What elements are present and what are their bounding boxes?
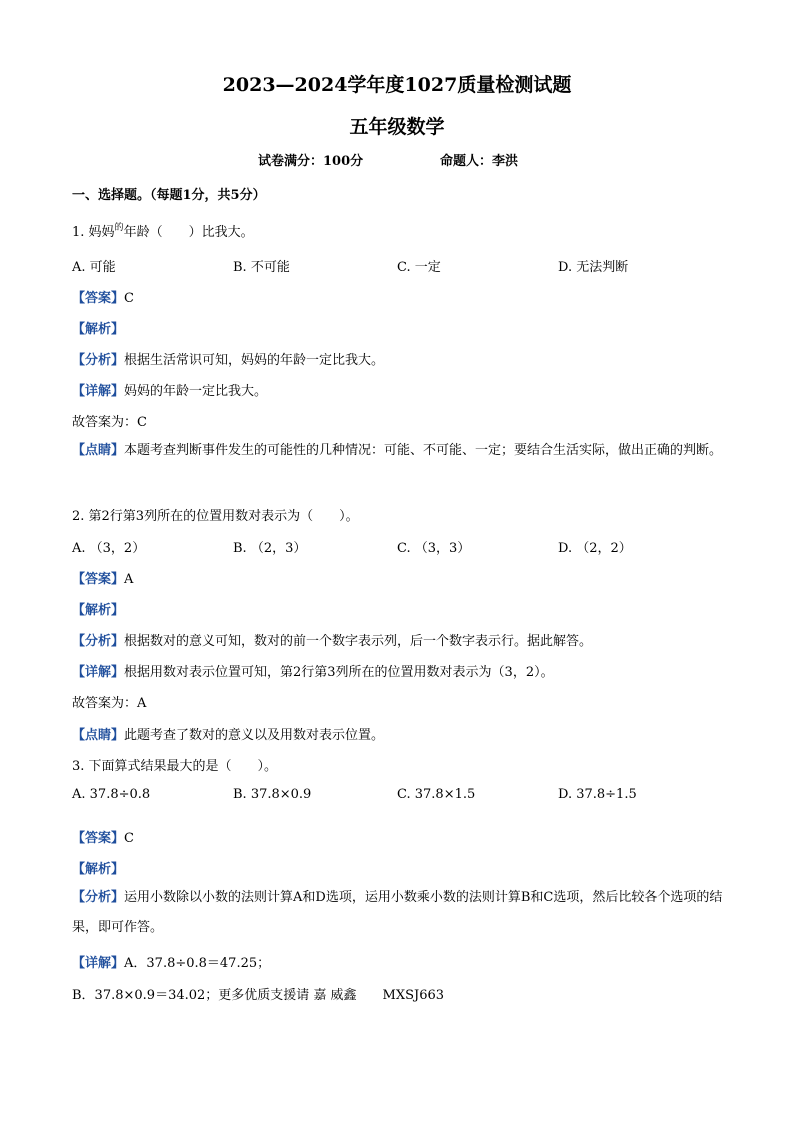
analysis-label: 【解析】 [72,862,125,877]
answer-label: 【答案】 [72,572,125,587]
q1-stem [72,220,254,240]
q2-option-b: B. （2，3） [233,541,307,556]
q2-detail-text: 根据用数对表示位置可知，第2行第3列所在的位置用数对表示为（3，2）。 [124,665,554,680]
q1-dianjing-text: 本题考查判断事件发生的可能性的几种情况：可能、不可能、一定；要结合生活实际，做出正确的判断。 [124,443,723,458]
q3-option-b: B. 37.8×0.9 [233,787,312,802]
q3-detail-text: A．37.8÷0.8＝47.25； [124,956,271,971]
author: 命题人：李洪 [440,154,519,169]
dianjing-label: 【点睛】 [72,728,125,743]
q3-line-b: B．37.8×0.9＝34.02；更多优质支援请 嘉 威鑫 MXSJ663 [72,988,445,1003]
q1-stem-a: 1. 妈妈 [72,225,115,240]
q1-option-d: D. 无法判断 [558,260,629,275]
full-score: 试卷满分：100分 [258,154,364,169]
q3-answer-value: C [124,831,134,846]
q1-option-c: C. 一定 [397,260,441,275]
q2-analysis [72,599,124,618]
q1-stem-b: 年龄（ ）比我大。 [123,225,254,240]
q3-fenxi [72,883,732,943]
q2-fenxi [72,630,592,649]
fenxi-label: 【分析】 [72,890,125,905]
answer-label: 【答案】 [72,831,125,846]
analysis-label: 【解析】 [72,603,125,618]
q3-analysis [72,858,124,877]
detail-label: 【详解】 [72,956,125,971]
q2-answer-value: A [124,572,134,587]
q3-option-c: C. 37.8×1.5 [397,787,476,802]
q3-stem: 3. 下面算式结果最大的是（ ）。 [72,759,278,774]
dianjing-label: 【点睛】 [72,443,125,458]
q2-option-c: C. （3，3） [397,541,471,556]
q1-detail [72,380,267,399]
q3-option-d: D. 37.8÷1.5 [558,787,637,802]
q1-option-a: A. 可能 [72,260,116,275]
q3-option-a: A. 37.8÷0.8 [72,787,151,802]
q1-fenxi-text: 根据生活常识可知，妈妈的年龄一定比我大。 [124,353,385,368]
detail-label: 【详解】 [72,665,125,680]
q1-fenxi [72,349,384,368]
q1-answer-value: C [124,291,134,306]
fenxi-label: 【分析】 [72,634,125,649]
q2-stem: 2. 第2行第3列所在的位置用数对表示为（ ）。 [72,509,359,524]
q1-option-b: B. 不可能 [233,260,290,275]
section-heading: 一、选择题。（每题1分，共5分） [72,188,266,203]
q1-analysis [72,318,124,337]
q2-dianjing-text: 此题考查了数对的意义以及用数对表示位置。 [124,728,385,743]
answer-label: 【答案】 [72,291,125,306]
q3-detail [72,952,270,971]
document-title: 2023—2024学年度1027质量检测试题 [222,74,572,96]
q1-conclusion: 故答案为：C [72,415,147,430]
q2-fenxi-text: 根据数对的意义可知，数对的前一个数字表示列，后一个数字表示行。据此解答。 [124,634,593,649]
q3-fenxi-text: 运用小数除以小数的法则计算A和D选项，运用小数乘小数的法则计算B和C选项，然后比较各个选项的结果，即可作答。 [72,890,723,935]
q2-answer [72,568,133,587]
q1-dianjing [72,436,732,466]
q1-answer [72,287,134,306]
q2-conclusion: 故答案为：A [72,696,147,711]
q1-detail-text: 妈妈的年龄一定比我大。 [124,384,268,399]
q2-detail [72,661,554,680]
fenxi-label: 【分析】 [72,353,125,368]
analysis-label: 【解析】 [72,322,125,337]
q3-answer [72,827,134,846]
detail-label: 【详解】 [72,384,125,399]
q2-option-a: A. （3，2） [72,541,146,556]
document-subtitle: 五年级数学 [349,116,445,138]
q2-dianjing [72,724,384,743]
q1-stem-sup: 的 [114,223,124,233]
q2-option-d: D. （2，2） [558,541,632,556]
